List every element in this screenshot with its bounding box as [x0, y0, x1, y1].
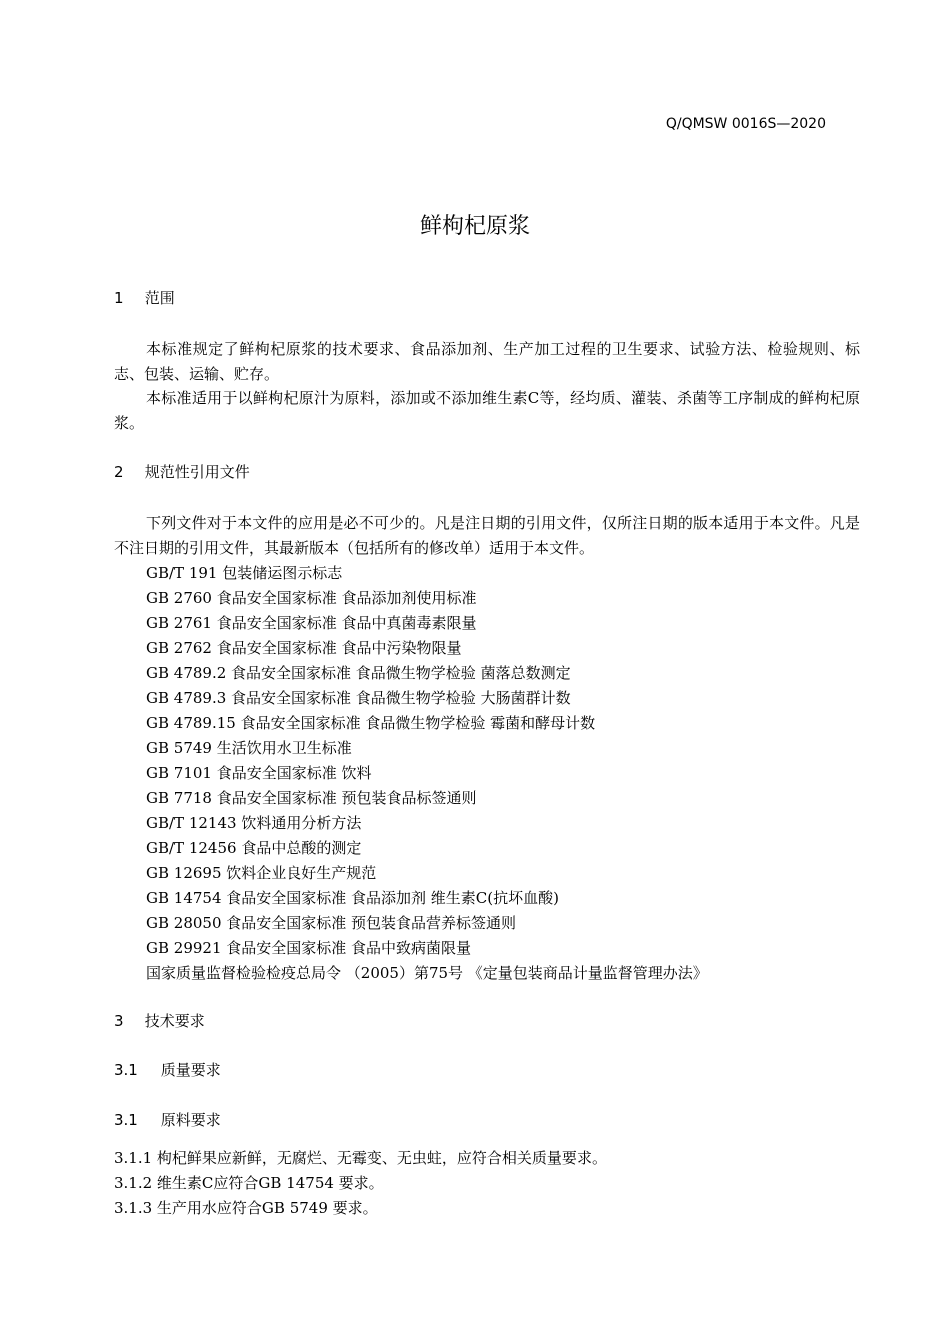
reference-item: GB 2762 食品安全国家标准 食品中污染物限量	[146, 639, 462, 657]
reference-item: GB 7718 食品安全国家标准 预包装食品标签通则	[146, 789, 477, 807]
document-code: Q/QMSW 0016S—2020	[665, 116, 826, 132]
reference-item: GB 7101 食品安全国家标准 饮料	[146, 764, 372, 782]
reference-item: GB 4789.3 食品安全国家标准 食品微生物学检验 大肠菌群计数	[146, 689, 571, 707]
reference-item: GB 28050 食品安全国家标准 预包装食品营养标签通则	[146, 914, 517, 932]
subsection-title: 质量要求	[160, 1061, 221, 1079]
section-number: 1	[114, 289, 124, 307]
reference-item: GB 4789.15 食品安全国家标准 食品微生物学检验 霉菌和酵母计数	[146, 714, 596, 732]
section-heading-technical	[114, 1011, 205, 1031]
section-heading-scope	[114, 288, 175, 308]
requirement-item: 3.1.1 枸杞鲜果应新鲜，无腐烂、无霉变、无虫蛀，应符合相关质量要求。	[114, 1149, 607, 1167]
reference-item: GB 5749 生活饮用水卫生标准	[146, 739, 352, 757]
section-number: 3	[114, 1012, 124, 1030]
raw-material-requirements	[114, 1146, 607, 1221]
subsection-number: 3.1	[114, 1111, 138, 1129]
reference-item: GB 2760 食品安全国家标准 食品添加剂使用标准	[146, 589, 477, 607]
reference-item: 国家质量监督检验检疫总局令 （2005）第75号 《定量包装商品计量监督管理办法》	[146, 964, 708, 982]
reference-item: GB 2761 食品安全国家标准 食品中真菌毒素限量	[146, 614, 477, 632]
reference-item: GB 29921 食品安全国家标准 食品中致病菌限量	[146, 939, 472, 957]
subsection-heading-raw-materials	[114, 1110, 221, 1130]
document-title: 鲜枸杞原浆	[419, 214, 530, 239]
references-intro-paragraph: 下列文件对于本文件的应用是必不可少的。凡是注日期的引用文件，仅所注日期的版本适用于本文件。凡是不注日期的引用文件，其最新版本（包括所有的修改单）适用于本文件。	[114, 514, 860, 557]
section-heading-references	[114, 462, 250, 482]
subsection-heading-quality	[114, 1060, 221, 1080]
section-title: 规范性引用文件	[144, 463, 250, 481]
reference-item: GB 12695 饮料企业良好生产规范	[146, 864, 377, 882]
requirement-item: 3.1.2 维生素C应符合GB 14754 要求。	[114, 1174, 384, 1192]
reference-item: GB 4789.2 食品安全国家标准 食品微生物学检验 菌落总数测定	[146, 664, 571, 682]
subsection-title: 原料要求	[160, 1111, 221, 1129]
section-number: 2	[114, 463, 124, 481]
reference-list	[146, 561, 708, 986]
reference-item: GB/T 191 包装储运图示标志	[146, 564, 343, 582]
reference-item: GB/T 12456 食品中总酸的测定	[146, 839, 362, 857]
subsection-number: 3.1	[114, 1061, 138, 1079]
section-title: 技术要求	[144, 1012, 205, 1030]
requirement-item: 3.1.3 生产用水应符合GB 5749 要求。	[114, 1199, 378, 1217]
reference-item: GB/T 12143 饮料通用分析方法	[146, 814, 362, 832]
scope-paragraph-1: 本标准规定了鲜枸杞原浆的技术要求、食品添加剂、生产加工过程的卫生要求、试验方法、检验规则、标志、包装、运输、贮存。	[114, 340, 860, 383]
scope-paragraph-2: 本标准适用于以鲜枸杞原汁为原料，添加或不添加维生素C等，经均质、灌装、杀菌等工序制成的鲜枸杞原浆。	[114, 389, 860, 432]
reference-item: GB 14754 食品安全国家标准 食品添加剂 维生素C(抗坏血酸)	[146, 889, 559, 907]
section-title: 范围	[144, 289, 175, 307]
